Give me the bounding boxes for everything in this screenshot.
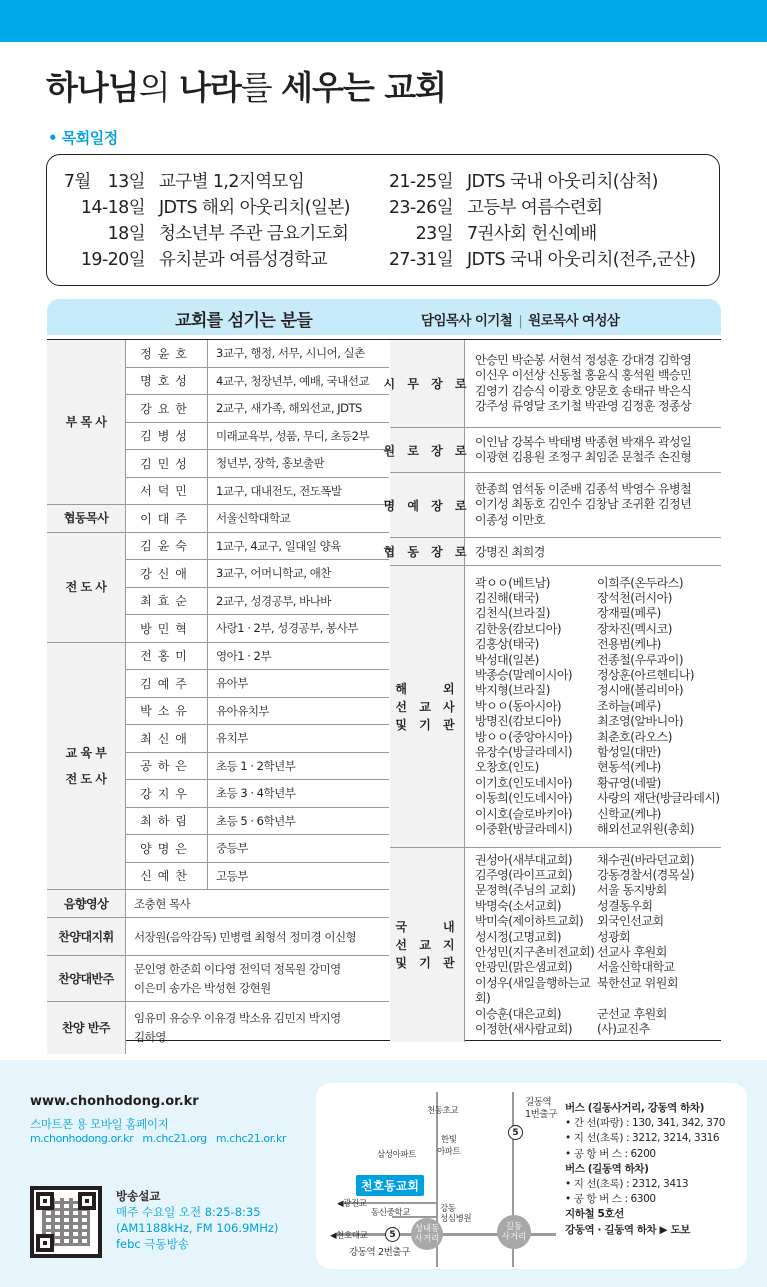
overseas-missions-item: 김홍상(태국) [475,637,539,652]
overseas-missions-row [475,822,694,837]
category-evangelists: 전 도 사 [47,533,126,643]
schedule-item [47,221,350,247]
overseas-missions-row [475,776,661,791]
overseas-missions-item: 정시애(볼리비아) [597,683,684,698]
staff-name: 최하림 [126,808,208,836]
staff-name: 서덕민 [126,478,208,506]
mobile-label: 스마트폰 용 모바일 홈페이지 [30,1117,169,1131]
overseas-missions-row [475,576,683,591]
broadcast-info [116,1188,278,1252]
schedule-date: 27-31일 [388,250,453,270]
elders-line: 김영기 김승식 이광호 양문호 송태규 박은식 [475,383,692,398]
schedule-item [47,247,350,273]
page-title: 하나님의 나라를 세우는 교회 [46,68,447,107]
staff-name: 박소유 [126,698,208,726]
honorary-elders-list [465,473,721,538]
transit-line: • 공 항 버 스 : 6200 [565,1147,656,1160]
staff-header [47,299,721,335]
broadcast-title: 방송설교 [116,1189,161,1203]
overseas-missions-item: 오창호(인도) [475,760,539,775]
overseas-missions-item: 박종승(말레이시아) [475,667,573,682]
top-accent-bar [0,0,767,42]
schedule-box [46,154,720,286]
overseas-missions-list [465,566,721,848]
staff-name: 강지우 [126,780,208,808]
map-label-dongsin-school: 동신중학교 [371,1208,411,1218]
transit-line: 강동역 · 길동역 하차 ▶ 도보 [565,1223,690,1236]
staff-name: 김예주 [126,670,208,698]
map-label-hospital: 강동 성심병원 [440,1204,472,1224]
map-label-cheonho-bridge: ◀천호대교 [330,1231,368,1241]
pastor-info: 담임목사 이기철 | 원로목사 여성삼 [421,313,620,329]
overseas-missions-item: 조하늘(페루) [597,698,661,713]
transit-line: 버스 (길동역 하차) [565,1162,649,1175]
overseas-missions-row [475,622,672,637]
domestic-missions-item: 김주영(라이프교회) [475,867,573,882]
domestic-missions-item: 선교사 후원회 [597,945,667,959]
subway-line5-icon: 5 [508,1125,523,1140]
staff-role: 1교구, 4교구, 일대일 양육 [208,533,389,561]
domestic-missions-row [475,914,664,929]
transit-line: • 간 선(파랑) : 130, 341, 342, 370 [565,1117,726,1130]
music-staff-line: 이은미 송가은 박성현 강현원 [134,980,271,995]
map-label-gwangjin: ◀광진교 [337,1199,367,1209]
schedule-event: 청소년부 주관 금요기도회 [159,224,349,244]
domestic-missions-item: 박명숙(소서교회) [475,898,562,913]
overseas-missions-item: 함성일(대만) [597,745,661,760]
category-music: 찬양대지휘 [47,918,126,956]
domestic-missions-item: 성결동우회 [597,898,653,913]
category-music: 찬양 반주 [47,1002,126,1054]
staff-role: 초등 5 · 6학년부 [208,808,389,836]
staff-name: 신예찬 [126,863,208,891]
schedule-date: 19-20일 [80,250,145,270]
map-label-samsung-apt: 삼성아파트 [377,1150,417,1160]
staff-name: 최신애 [126,725,208,753]
staff-role: 초등 3 · 4학년부 [208,780,389,808]
overseas-missions-row [475,791,720,806]
mobile-urls[interactable]: m.chonhodong.or.kr m.chc21.org m.chc21.or.kr [30,1132,287,1145]
overseas-missions-category-line: 및 기 관 [395,717,459,732]
staff-name: 김민성 [126,450,208,478]
overseas-missions-item: 이중환(방글라데시) [475,822,573,837]
overseas-missions-category-line: 선 교 사 [395,699,459,714]
staff-role: 유치부 [208,725,389,753]
domestic-missions-item: 안성민(지구촌비전교회) [475,945,595,959]
domestic-missions-item: 군선교 후원회 [597,1006,667,1021]
map-label-school: 천동초교 [427,1106,459,1116]
category-coop-elders: 협 동 장 로 [390,538,465,566]
website-link[interactable]: www.chonhodong.or.kr [30,1094,199,1109]
schedule-event: JDTS 해외 아웃리치(일본) [159,198,350,218]
map-label-exit2: 강동역 2번출구 [349,1247,410,1258]
qr-code-icon [30,1186,102,1258]
staff-header-title: 교회를 섬기는 분들 [175,311,313,331]
overseas-missions-item: 박지형(브라질) [475,683,550,698]
overseas-missions-item: 장재필(페루) [597,606,661,621]
schedule-date: 14-18일 [80,198,145,218]
overseas-missions-item: 현동석(케냐) [597,760,661,775]
overseas-missions-row [475,591,672,606]
domestic-missions-row [475,899,652,914]
category-music: 음향영상 [47,890,126,918]
overseas-missions-item: 방명진(캄보디아) [475,714,562,729]
domestic-missions-row [475,853,694,868]
subway-line5-icon-2: 5 [385,1227,400,1242]
overseas-missions-item: 정상훈(아르헨티나) [597,667,695,682]
domestic-missions-item: 성광회 [597,929,631,944]
overseas-missions-item: 이기호(인도네시아) [475,775,573,790]
category-coop-pastor: 협동목사 [47,505,126,533]
overseas-missions-item: 장석천(러시아) [597,590,672,605]
map-crossroad-gildong: 길동 사거리 [497,1215,531,1249]
staff-role: 유아부 [208,670,389,698]
honorary-elders-line: 이종성 이만호 [475,512,545,527]
domestic-missions-row [475,960,675,975]
emeritus-elders-line: 이인남 강복수 박태병 박종현 박재우 곽성일 [475,434,692,449]
edu-category-line1: 교 육 부 [65,745,107,760]
staff-role: 청년부, 장학, 홍보출판 [208,450,389,478]
schedule-item [371,169,695,195]
staff-name: 강신애 [126,560,208,588]
overseas-missions-row [475,668,694,683]
music-staff [126,956,389,1002]
staff-role: 2교구, 새가족, 해외선교, JDTS [208,395,389,423]
domestic-missions-item: (사)교진추 [597,1022,650,1037]
schedule-event: JDTS 국내 아웃리치(삼척) [467,172,658,192]
overseas-missions-item: 황규영(네팔) [597,775,661,790]
schedule-label: • 목회일정 [48,129,118,147]
category-assoc-pastors: 부 목 사 [47,340,126,505]
emeritus-elders-list [465,428,721,473]
staff-name: 양명은 [126,835,208,863]
staff-role: 3교구, 행정, 서무, 시니어, 실촌 [208,340,389,368]
overseas-missions-item: 김천식(브라질) [475,606,550,621]
domestic-missions-item: 채수권(바라던교회) [597,852,695,867]
staff-role: 서울신학대학교 [208,505,389,533]
overseas-missions-item: 이동희(인도네시아) [475,791,573,806]
overseas-missions-item: 방ㅇㅇ(중앙아시아) [475,729,573,744]
staff-name: 명호성 [126,368,208,396]
overseas-missions-item: 장차진(멕시코) [597,621,672,636]
schedule-date: 23일 [415,224,453,244]
staff-name: 이대주 [126,505,208,533]
transit-line: • 지 선(초록) : 2312, 3413 [565,1178,689,1191]
overseas-missions-item: 박ㅇㅇ(동아시아) [475,698,562,713]
domestic-missions-item: 안광민(맑은샘교회) [475,960,573,975]
staff-role: 사랑1 · 2부, 성경공부, 봉사부 [208,615,389,643]
overseas-missions-row [475,683,683,698]
category-honorary-elders: 명 예 장 로 [390,473,465,538]
domestic-missions-row [475,1007,667,1022]
domestic-missions-category-line: 및 기 관 [395,956,459,970]
schedule-item [371,247,695,273]
category-domestic-missions [390,848,465,1042]
staff-name: 정윤호 [126,340,208,368]
domestic-missions-item: 이정한(새사람교회) [475,1022,573,1037]
category-overseas-missions [390,566,465,848]
schedule-item [371,195,695,221]
domestic-missions-item: 성시정(고명교회) [475,929,562,944]
schedule-event: 7권사회 헌신예배 [467,224,597,244]
transit-line: 버스 (길동사거리, 강동역 하차) [565,1102,705,1114]
domestic-missions-item: 강동경찰서(경목실) [597,867,695,882]
staff-role: 미래교육부, 성품, 무디, 초등2부 [208,423,389,451]
domestic-missions-item: 이성우(새일을행하는교회) [475,975,591,1006]
staff-name: 최효순 [126,588,208,616]
overseas-missions-item: 이희주(온두라스) [597,575,684,590]
overseas-missions-row [475,699,661,714]
staff-role: 3교구, 어머니학교, 애찬 [208,560,389,588]
honorary-elders-line: 이기성 최동호 김인수 김창남 조귀환 김정년 [475,497,692,512]
category-emeritus-elders: 원 로 장 로 [390,428,465,473]
domestic-missions-row [475,883,667,898]
overseas-missions-row [475,745,661,760]
overseas-missions-item: 유장수(방글라데시) [475,745,573,760]
honorary-elders-line: 한종희 염석동 이준배 김종석 박영수 유병철 [475,481,692,496]
map-crossroad-seongnae: 성내동 사거리 [411,1218,443,1250]
transit-line: • 공 항 버 스 : 6300 [565,1193,656,1206]
schedule-event: JDTS 국내 아웃리치(전주,군산) [467,250,696,270]
schedule-item [47,169,350,195]
schedule-event: 유치분과 여름성경학교 [159,250,328,270]
domestic-missions-item: 서울신학대학교 [597,960,675,975]
transit-line: 지하철 5호선 [565,1208,624,1221]
staff-role: 1교구, 대내전도, 전도폭발 [208,478,389,506]
elders-line: 안승민 박순봉 서현석 정성훈 강대경 김학영 [475,352,692,367]
transit-line: • 지 선(초록) : 3212, 3214, 3316 [565,1132,720,1145]
domestic-missions-item: 박미숙(제이하트교회) [475,914,584,929]
domestic-missions-item: 이승훈(대은교회) [475,1006,562,1021]
map-church-marker: 천호동교회 [356,1175,424,1196]
overseas-missions-row [475,606,661,621]
map-label-exit1: 길동역 1번출구 [525,1097,557,1120]
staff-name: 방민혁 [126,615,208,643]
staff-role: 초등 1 · 2학년부 [208,753,389,781]
emeritus-elders-line: 이광현 김용원 조정구 최임준 문철주 손진형 [475,450,692,464]
music-staff: 조충현 목사 [126,890,389,918]
domestic-missions-row [475,930,630,945]
elders-line: 이신우 이선상 신동철 홍윤식 홍석원 백승민 [475,368,692,383]
overseas-missions-item: 전종철(우루과이) [597,652,684,667]
music-staff: 서장원(음악감독) 민병렬 최형석 정미경 이신형 [126,918,389,956]
overseas-missions-item: 곽ㅇㅇ(베트남) [475,575,550,590]
overseas-missions-item: 해외선교위원(총회) [597,822,695,837]
overseas-missions-row [475,714,683,729]
domestic-missions-item: 북한선교 위원회 [597,975,678,990]
staff-name: 김병성 [126,423,208,451]
staff-role: 유아유치부 [208,698,389,726]
overseas-missions-row [475,807,661,822]
overseas-missions-row [475,760,661,775]
schedule-date: 18일 [107,224,145,244]
overseas-missions-item: 김한웅(캄보디아) [475,621,562,636]
transit-info [565,1101,725,1238]
domestic-missions-item: 권성아(새부대교회) [475,852,573,867]
broadcast-time: 매주 수요일 오전 8:25-8:35 [116,1205,261,1219]
overseas-missions-item: 이시호(슬로바키아) [475,806,573,821]
overseas-missions-item: 최조영(알바니아) [597,714,684,729]
schedule-date: 23-26일 [388,198,453,218]
staff-role: 고등부 [208,863,389,891]
broadcast-station: febc 극동방송 [116,1237,189,1251]
coop-elders-list: 강명진 최희경 [465,538,721,566]
staff-role: 영아1 · 2부 [208,643,389,671]
domestic-missions-item: 서울 동지방회 [597,883,667,898]
domestic-missions-row [475,976,678,1007]
overseas-missions-item: 사랑의 재단(방글라데시) [597,791,720,806]
overseas-missions-category-line: 해 외 [395,681,459,696]
domestic-missions-row [475,868,694,883]
staff-name: 전홍미 [126,643,208,671]
schedule-date: 21-25일 [388,172,453,192]
staff-table [47,339,721,1044]
overseas-missions-row [475,637,661,652]
category-elders: 시 무 장 로 [390,340,465,428]
map-label-hanbit-apt: 한빛 아파트 [437,1135,461,1157]
broadcast-frequency: (AM1188kHz, FM 106.9MHz) [116,1221,279,1235]
elders-line: 강주성 류영달 조기철 박관영 김정훈 정종상 [475,398,692,413]
staff-name: 강요한 [126,395,208,423]
domestic-missions-category-line: 선 교 지 [395,938,459,952]
domestic-missions-list [465,848,721,1042]
schedule-event: 고등부 여름수련회 [467,198,603,218]
schedule-event: 교구별 1,2지역모임 [159,172,305,192]
overseas-missions-item: 박성대(일본) [475,652,539,667]
domestic-missions-item: 외국인선교회 [597,914,664,929]
edu-category-line2: 전 도 사 [65,771,107,786]
music-staff-line: 임유미 유승우 이유경 박소유 김민지 박지영 [134,1011,341,1025]
domestic-missions-row [475,945,667,960]
domestic-missions-item: 문정혁(주님의 교회) [475,883,576,898]
domestic-missions-row [475,1022,650,1037]
staff-role: 중등부 [208,835,389,863]
music-staff [126,1002,389,1054]
overseas-missions-row [475,730,672,745]
schedule-date: 7월 13일 [63,172,145,192]
overseas-missions-item: 신학교(케냐) [597,806,661,821]
staff-role: 4교구, 청장년부, 예배, 국내선교 [208,368,389,396]
staff-role: 2교구, 성경공부, 바나바 [208,588,389,616]
staff-name: 공하은 [126,753,208,781]
overseas-missions-item: 최춘호(라오스) [597,729,672,744]
schedule-left-column [47,169,350,273]
music-staff-line: 김하영 [134,1030,166,1044]
category-education-evangelists [47,643,126,891]
schedule-item [47,195,350,221]
music-staff-line: 문인영 한준희 이다영 전익덕 정목원 강미영 [134,961,341,976]
overseas-missions-item: 김진해(태국) [475,590,539,605]
overseas-missions-item: 전용범(케냐) [597,637,661,652]
domestic-missions-category-line: 국 내 [395,920,459,934]
elders-list [465,340,721,428]
category-music: 찬양대반주 [47,956,126,1002]
staff-name: 김윤숙 [126,533,208,561]
schedule-right-column [371,169,695,273]
schedule-item [371,221,695,247]
overseas-missions-row [475,653,683,668]
